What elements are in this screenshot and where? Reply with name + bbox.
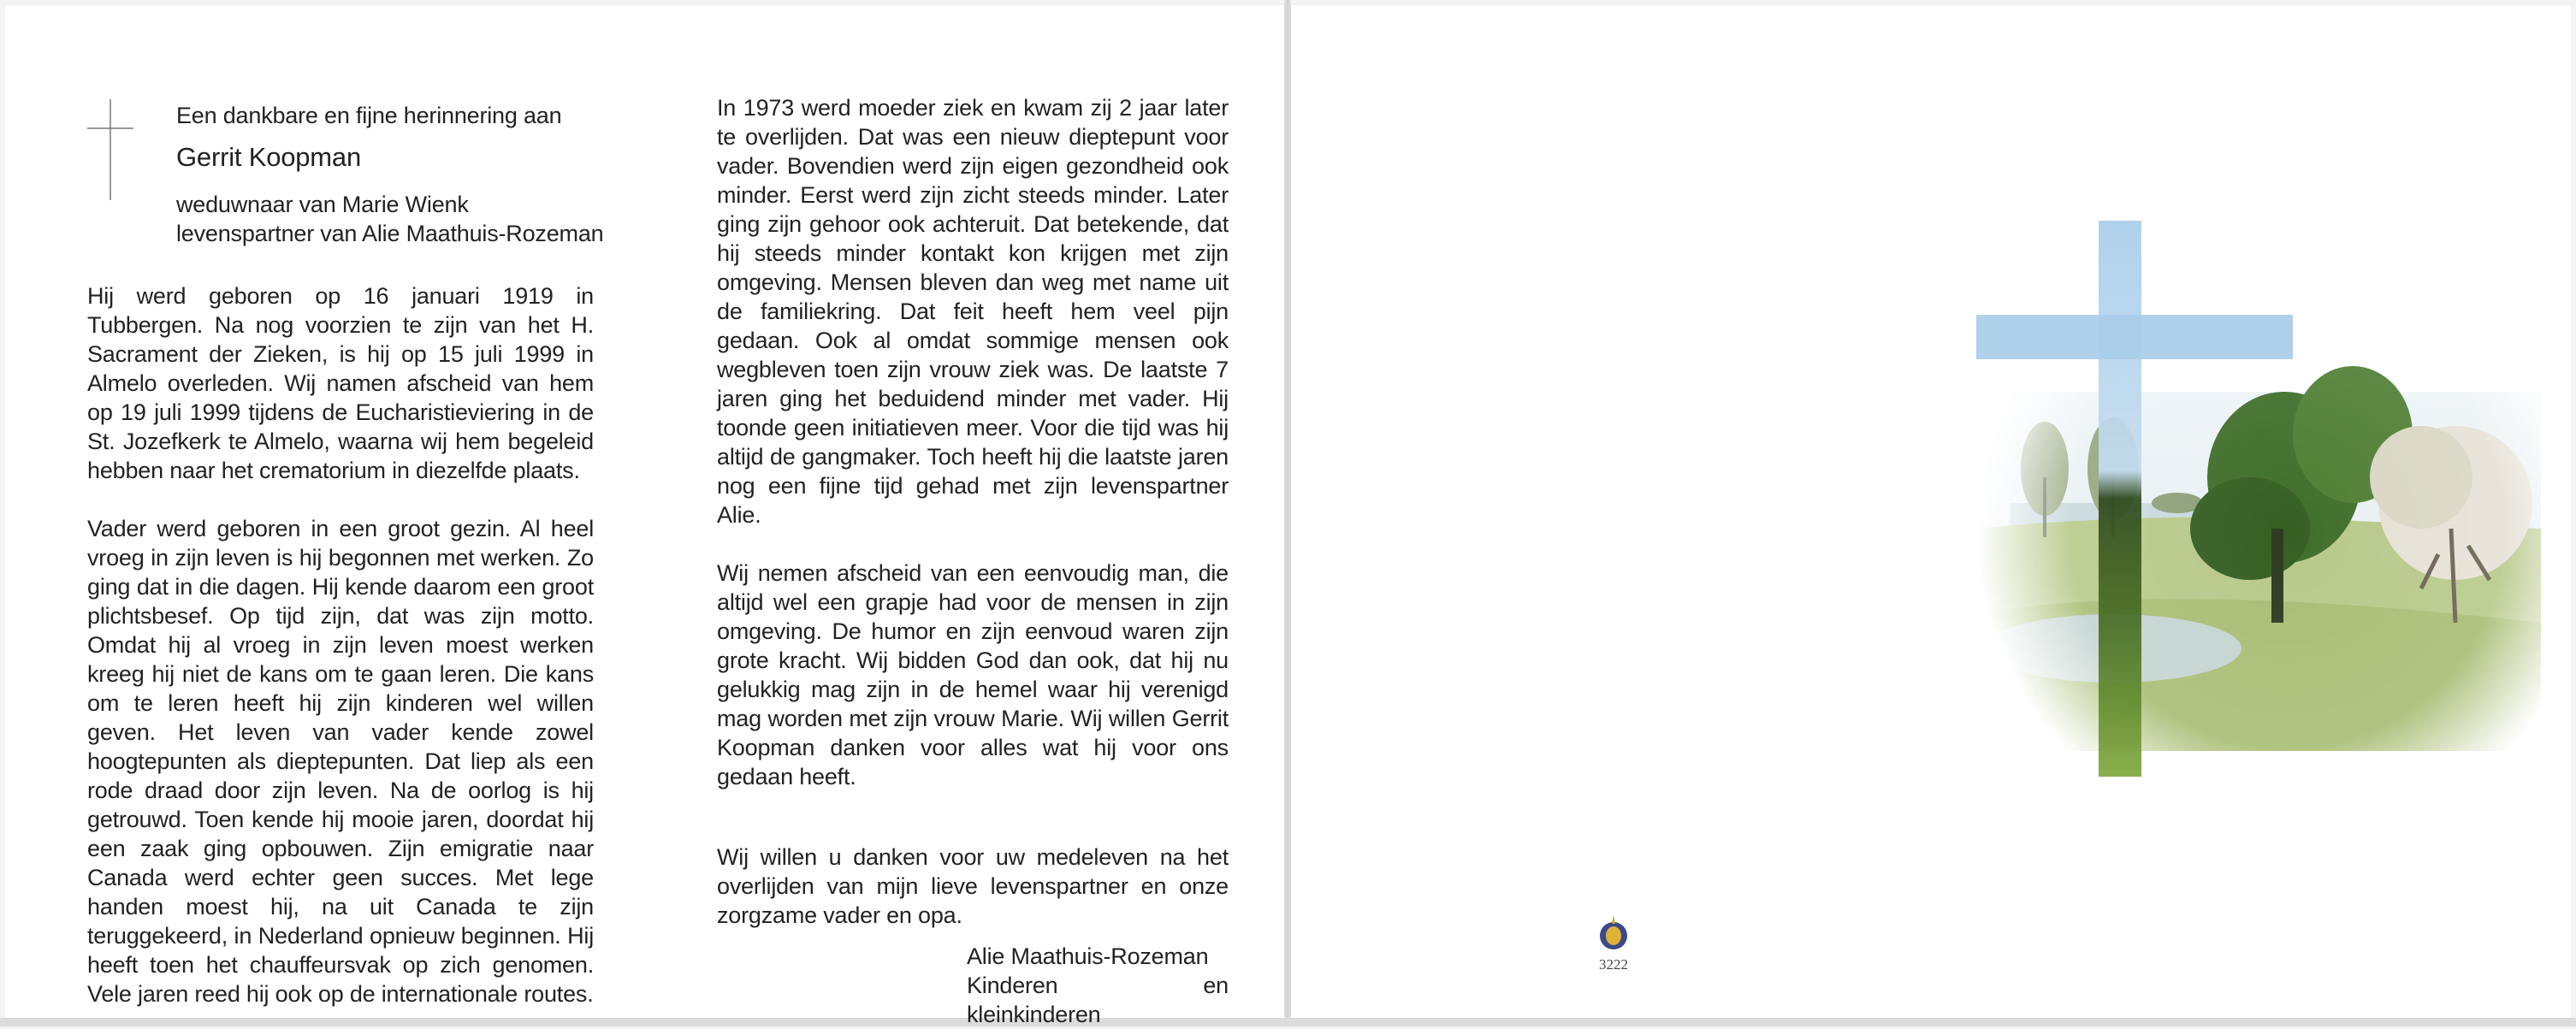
paragraph: Hij werd geboren op 16 januari 1919 in Tubbergen. Na nog voorzien te zijn van het H. Sacrament der Zieken, is hij op 15 juli 1999 in Almelo overleden. Wij namen afscheid van hem op 19 juli 1999 tijdens de Eucharistieviering in de St. Jozefkerk te Almelo, waarna wij hem begeleid hebben naar het crematorium in diezelfde plaats. bbox=[87, 283, 594, 483]
paragraph: Wij willen u danken voor uw medeleven na het overlijden van mijn lieve levenspartner en onze zorgzame vader en opa. bbox=[717, 844, 1229, 928]
signature-line: Kinderen en kleinkinderen bbox=[967, 973, 1229, 1027]
cross-icon bbox=[87, 99, 133, 200]
intro-line: Een dankbare en fijne herinnering aan bbox=[176, 103, 562, 128]
scan-edge bbox=[0, 1018, 2576, 1026]
paragraph: Vader werd geboren in een groot gezin. Al heel vroeg in zijn leven is hij begonnen met werken. Zo ging dat in die dagen. Hij kende daarom een groot plichtsbesef. Op tijd zijn, dat was zijn motto. Omdat hij al vroeg in zijn leven moest werken kreeg hij niet de kans om te gaan leren. Die kans om te leren heeft hij zijn kinderen wel willen geven. Het leven van vader kende zowel hoogtepunten als dieptepunten. Dat liep als een rode draad door zijn leven. Na de oorlog is hij getrouwd. Toen kende hij mooie jaren, doordat hij een zaak ging opbouwen. Zijn emigratie naar Canada werd echter geen succes. Met lege handen moest hij, na uit Canada te zijn teruggekeerd, in Nederland opnieuw beginnen. Hij heeft toen het chauffeursvak op zich genomen. Vele jaren reed hij ook op de internationale routes. bbox=[87, 516, 594, 1007]
landscape bbox=[1976, 366, 2541, 751]
card-inside-page bbox=[5, 5, 1284, 1027]
paragraph: In 1973 werd moeder ziek en kwam zij 2 jaar later te overlijden. Dat was een nieuw dieptepunt voor vader. Bovendien werd zijn eigen gezondheid ook minder. Eerst werd zijn zicht steeds minder. Later ging zijn gehoor ook achteruit. Dat betekende, dat hij steeds minder kontakt kon krijgen met zijn omgeving. Mensen bleven dan weg met name uit de familiekring. Dat feit heeft hem veel pijn gedaan. Ook al omdat sommige mensen ook wegbleven toen zijn vrouw ziek was. De laatste 7 jaren ging het beduidend minder met vader. Hij toonde geen initiatieven meer. Voor die tijd was hij altijd de gangmaker. Toch heeft hij die laatste jaren nog een fijne tijd gehad met zijn levenspartner Alie. bbox=[717, 95, 1229, 528]
card-header bbox=[176, 101, 621, 248]
card-fold bbox=[1284, 0, 1291, 1026]
deceased-name: Gerrit Koopman bbox=[176, 142, 362, 172]
paragraph: Wij nemen afscheid van een eenvoudig man, die altijd wel een grapje had voor de mensen in zijn omgeving. De humor en zijn eenvoud waren zijn grote kracht. Wij bidden God dan ook, dat hij nu gelukkig mag zijn in de hemel waar hij verenigd mag worden met zijn vrouw Marie. Wij willen Gerrit Koopman danken voor alles wat hij voor ons gedaan heeft. bbox=[717, 560, 1229, 789]
publisher-logo-icon bbox=[1596, 912, 1631, 953]
signature-block bbox=[717, 942, 1229, 1029]
signature-line: Alie Maathuis-Rozeman bbox=[967, 943, 1209, 969]
cross-landscape-image bbox=[1976, 221, 2541, 785]
relation-line: levenspartner van Alie Maathuis-Rozeman bbox=[176, 221, 604, 246]
text-column-1 bbox=[87, 281, 594, 1008]
text-column-2 bbox=[717, 93, 1229, 1029]
logo-number: 3222 bbox=[1599, 956, 1628, 973]
relation-line: weduwnaar van Marie Wienk bbox=[176, 192, 469, 217]
